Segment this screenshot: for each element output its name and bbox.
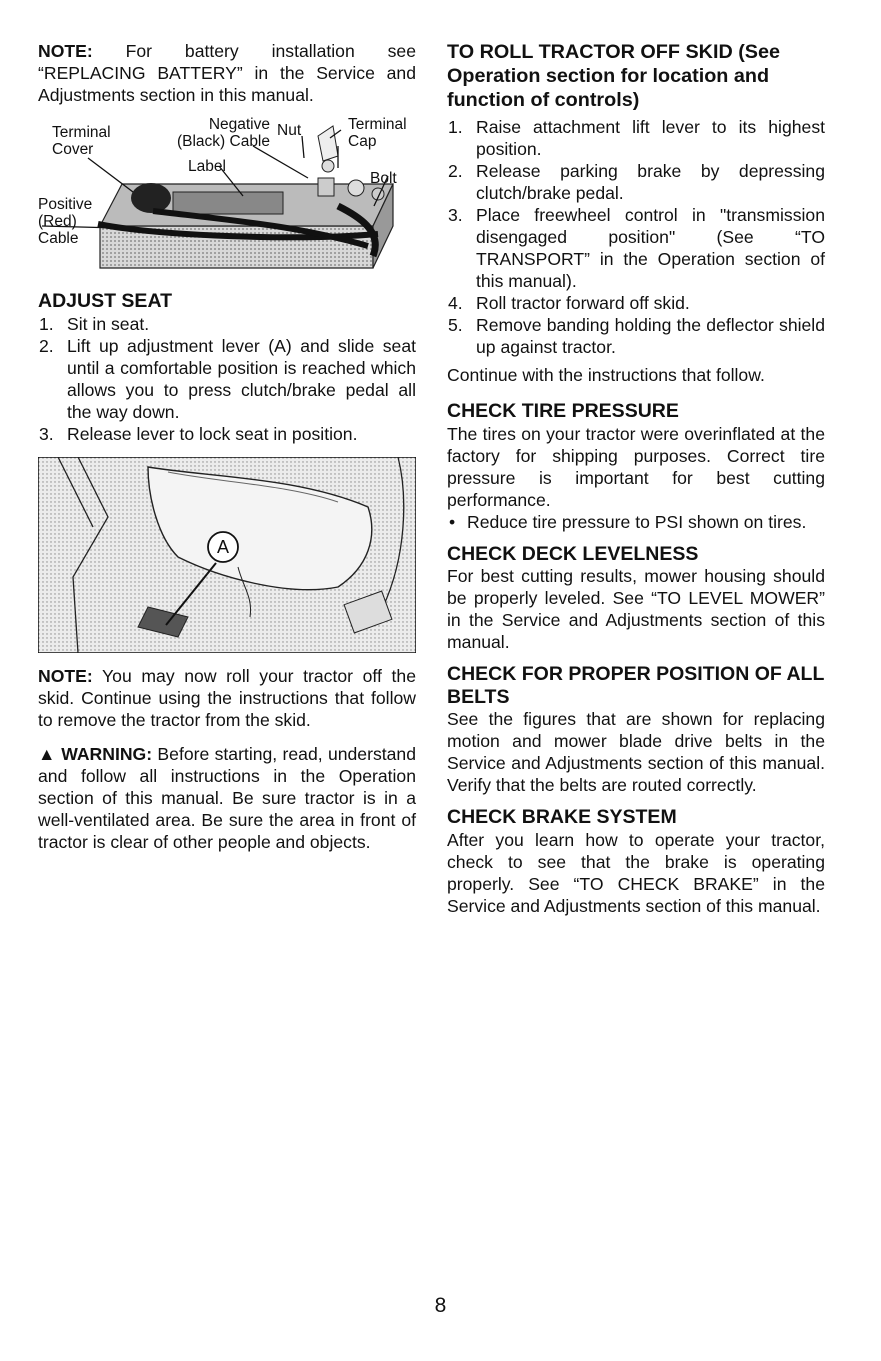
list-item: 1. Raise attachment lift lever to its highest position. [448, 117, 825, 159]
label-positive-cable: Positive (Red) Cable [38, 196, 93, 247]
right-column [447, 40, 825, 917]
label-terminal-cap: Terminal Cap [348, 116, 407, 150]
continue-text: Continue with the instructions that follow. [447, 365, 765, 385]
left-column [38, 40, 416, 853]
adjust-seat-heading: ADJUST SEAT [38, 290, 172, 312]
list-item: 1. Sit in seat. [39, 313, 150, 334]
callout-a: A [216, 536, 229, 557]
list-item: 3. Release lever to lock seat in position. [39, 423, 358, 444]
bullet-icon: • [449, 511, 456, 532]
page-number: 8 [434, 1294, 447, 1317]
belts-text: See the figures that are shown for replacing motion and mower blade drive belts in the Service and Adjustments section of this manual. Verify that the belts are routed correctly. [447, 709, 825, 795]
belts-heading: CHECK FOR PROPER POSITION OF ALL BELTS [447, 663, 825, 708]
list-item: 2. Release parking brake by depressing clutch/brake pedal. [448, 161, 825, 203]
battery-figure [38, 116, 416, 276]
label-terminal-cover: Terminal Cover [52, 124, 111, 158]
brake-heading: CHECK BRAKE SYSTEM [447, 806, 677, 828]
roll-off-heading: TO ROLL TRACTOR OFF SKID (See Operation section for location and function of controls) [447, 41, 781, 111]
list-item: 2. Lift up adjustment lever (A) and slide seat until a comfortable position is reached which allows you to press clutch/brake pedal all the way down. [39, 335, 416, 422]
list-item: 4. Roll tractor forward off skid. [448, 293, 690, 313]
label-label: Label [188, 158, 226, 175]
roll-off-steps [447, 116, 825, 358]
label-nut: Nut [277, 122, 302, 139]
warning-icon: ▲ [38, 743, 56, 764]
list-item: 3. Place freewheel control in "transmission disengaged position" (See “TO TRANSPORT” in the Operation section of this manual). [448, 205, 825, 291]
label-bolt: Bolt [370, 170, 397, 187]
roll-off-note: NOTE: You may now roll your tractor off the skid. Continue using the instructions that follow to remove the tractor from the skid. [38, 665, 416, 730]
deck-levelness-heading: CHECK DECK LEVELNESS [447, 542, 699, 565]
tire-pressure-text: The tires on your tractor were overinflated at the factory for shipping purposes. Correct tire pressure is important for best cutting performance. [447, 423, 825, 510]
adjust-seat-steps [38, 313, 416, 445]
list-item: 5. Remove banding holding the deflector shield up against tractor. [448, 315, 825, 357]
battery-note: NOTE: For battery installation see “REPLACING BATTERY” in the Service and Adjustments section in this manual. [38, 41, 416, 105]
seat-figure [38, 457, 416, 653]
brake-text: After you learn how to operate your tractor, check to see that the brake is operating properly. See “TO CHECK BRAKE” in the Service and Adjustments section of this manual. [447, 829, 825, 916]
deck-levelness-text: For best cutting results, mower housing should be properly leveled. See “TO LEVEL MOWER” in the Service and Adjustments section of this manual. [447, 566, 825, 652]
tire-pressure-heading: CHECK TIRE PRESSURE [447, 400, 679, 422]
label-negative-cable: Negative (Black) Cable [176, 116, 270, 150]
tire-pressure-bullet: • Reduce tire pressure to PSI shown on tires. [449, 511, 807, 532]
warning-text: ▲ WARNING: Before starting, read, understand and follow all instructions in the Operation section of this manual. Be sure tractor is in a well-ventilated area. Be sure the area in front of tractor is clear of other people and objects. [38, 743, 416, 852]
